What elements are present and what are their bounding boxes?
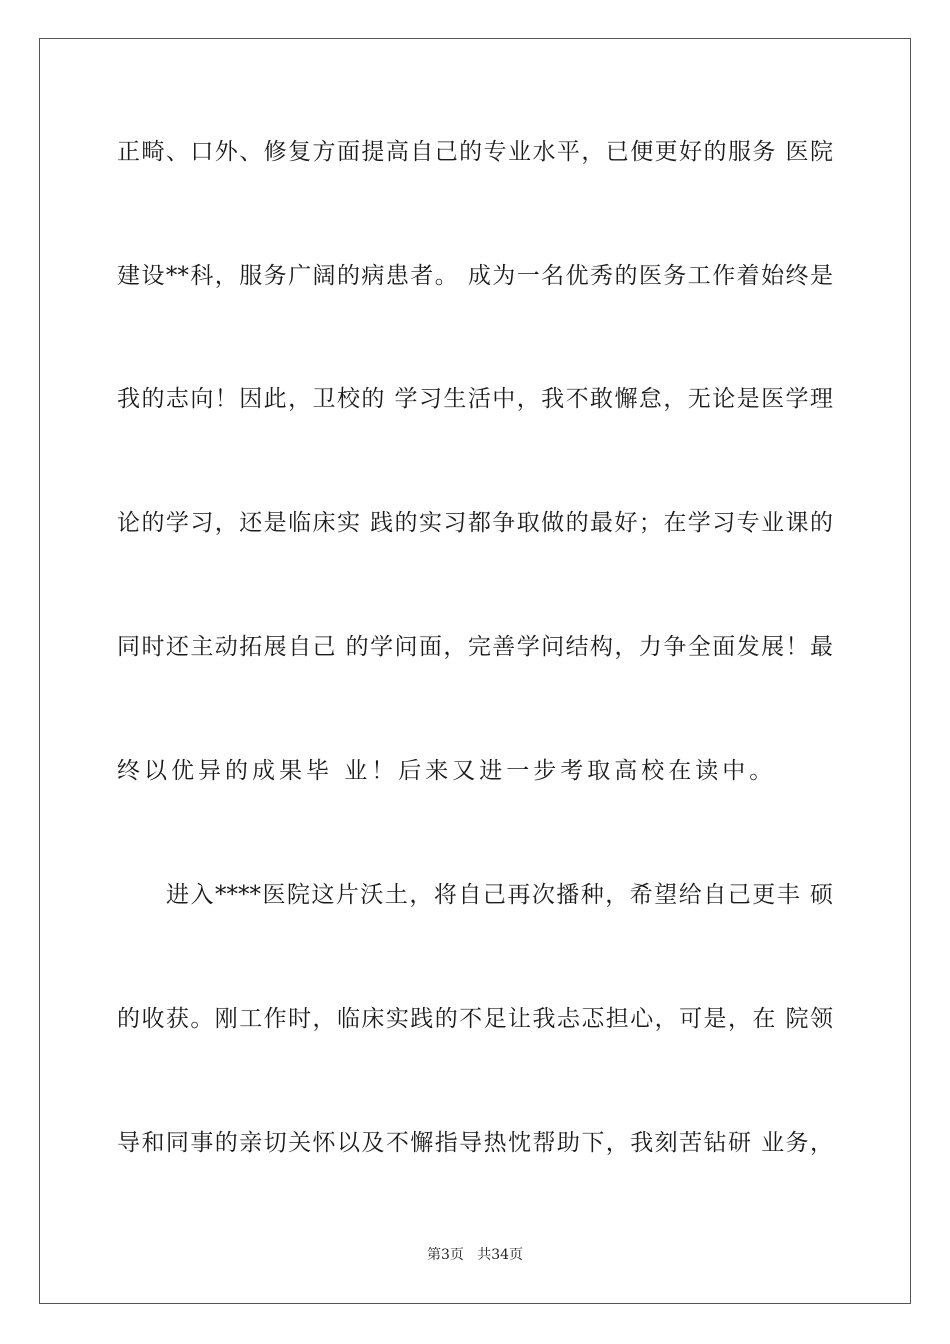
body-text-line-8: 的收获。刚工作时，临床实践的不足让我忐忑担心，可是，在 院领: [117, 1006, 833, 1032]
body-text-line-6: 终以优异的成果毕 业！后来又进一步考取高校在读中。: [117, 758, 777, 784]
body-text-line-3: 我的志向！因此，卫校的 学习生活中，我不敢懈怠，无论是医学理: [117, 386, 833, 412]
body-text-line-4: 论的学习，还是临床实 践的实习都争取做的最好；在学习专业课的: [117, 510, 833, 536]
body-text-line-9: 导和同事的亲切关怀以及不懈指导热忱帮助下，我刻苦钻研 业务，: [117, 1130, 833, 1156]
body-text-line-5: 同时还主动拓展自己 的学问面，完善学问结构，力争全面发展！最: [117, 634, 833, 660]
body-text-line-2: 建设**科，服务广阔的病患者。 成为一名优秀的医务工作着始终是: [117, 263, 833, 289]
body-text-line-1: 正畸、口外、修复方面提高自己的专业水平，已便更好的服务 医院: [117, 139, 833, 165]
page-border: [39, 38, 911, 1304]
page-number-footer: 第3页 共34页: [426, 1247, 524, 1263]
body-text-line-7: 进入****医院这片沃土，将自己再次播种，希望给自己更丰 硕: [117, 882, 833, 908]
